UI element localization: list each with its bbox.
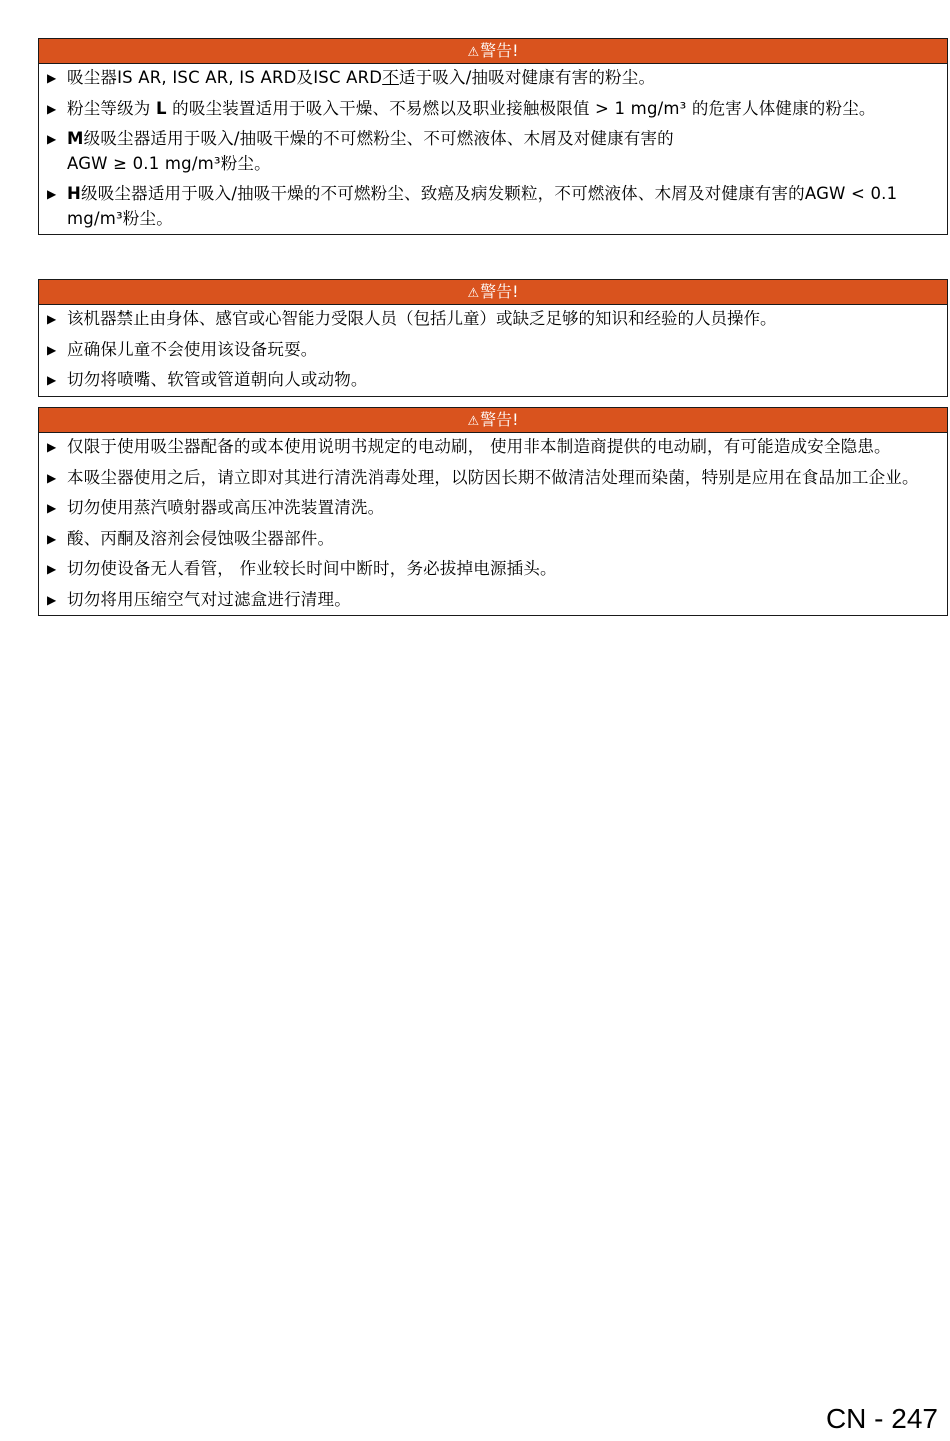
item-text: 吸尘器IS AR, ISC AR, IS ARD及ISC ARD (67, 68, 383, 87)
triangle-right-bullet-icon: ▶ (47, 373, 57, 387)
warning-header-label: 警告! (480, 41, 519, 60)
list-item (39, 368, 947, 393)
item-text: 级吸尘器适用于吸入/抽吸干燥的不可燃粉尘、致癌及病发颗粒，不可燃液体、木屑及对健康有害的AGW < 0.1 mg/m³粉尘。 (67, 184, 898, 228)
triangle-right-bullet-icon: ▶ (47, 562, 57, 576)
item-text: 仅限于使用吸尘器配备的或本使用说明书规定的电动刷， 使用非本制造商提供的电动刷，有可能造成安全隐患。 (67, 437, 891, 456)
item-text: 酸、丙酮及溶剂会侵蚀吸尘器部件。 (67, 528, 335, 548)
triangle-right-bullet-icon: ▶ (47, 531, 57, 546)
item-text: 本吸尘器使用之后，请立即对其进行清洗消毒处理，以防因长期不做清洁处理而染菌，特别是应用在食品加工企业。 (67, 467, 919, 487)
triangle-right-bullet-icon: ▶ (47, 501, 57, 515)
dust-class-label: H (67, 184, 82, 203)
warning-header (39, 39, 947, 64)
warning-box-1 (38, 38, 948, 235)
warning-header-label: 警告! (480, 410, 519, 429)
warning-triangle-icon: ⚠ (467, 286, 480, 301)
item-text: 适于吸入/抽吸对健康有害的粉尘。 (398, 68, 656, 87)
warning-header (39, 280, 947, 305)
item-text: 切勿使用蒸汽喷射器或高压冲洗装置清洗。 (67, 498, 385, 517)
list-item (39, 338, 947, 363)
list-item (39, 66, 947, 91)
dust-class-label: M (67, 129, 84, 148)
item-text: 该机器禁止由身体、感官或心智能力受限人员（包括儿童）或缺乏足够的知识和经验的人员操作。 (67, 309, 777, 328)
item-text: 切勿使设备无人看管， 作业较长时间中断时，务必拔掉电源插头。 (67, 559, 557, 578)
list-item (39, 557, 947, 582)
item-text: 应确保儿童不会使用该设备玩耍。 (67, 339, 318, 359)
item-text: 的吸尘装置适用于吸入干燥、不易燃以及职业接触极限值 > 1 mg/m³ 的危害人体健康的粉尘。 (166, 98, 876, 118)
warning-list (39, 64, 947, 234)
list-item (39, 466, 947, 491)
item-text: 切勿将用压缩空气对过滤盒进行清理。 (67, 589, 351, 609)
triangle-right-bullet-icon: ▶ (47, 71, 57, 85)
triangle-right-bullet-icon: ▶ (47, 440, 57, 454)
triangle-right-bullet-icon: ▶ (47, 312, 57, 326)
list-item (39, 588, 947, 613)
warning-box-3 (38, 407, 948, 616)
list-item (39, 182, 947, 231)
warning-header (39, 408, 947, 433)
warning-box-2 (38, 279, 948, 397)
warning-header-label: 警告! (480, 282, 519, 301)
list-item (39, 307, 947, 332)
triangle-right-bullet-icon: ▶ (47, 132, 57, 146)
warning-list (39, 305, 947, 396)
list-item (39, 435, 947, 460)
triangle-right-bullet-icon: ▶ (47, 342, 57, 357)
warning-triangle-icon: ⚠ (467, 45, 480, 60)
item-text: 粉尘等级为 (67, 98, 156, 118)
triangle-right-bullet-icon: ▶ (47, 101, 57, 116)
item-text: 级吸尘器适用于吸入/抽吸干燥的不可燃粉尘、不可燃液体、木屑及对健康有害的 (83, 129, 674, 148)
triangle-right-bullet-icon: ▶ (47, 592, 57, 607)
list-item (39, 97, 947, 122)
triangle-right-bullet-icon: ▶ (47, 187, 57, 201)
warning-triangle-icon: ⚠ (467, 414, 480, 429)
list-item (39, 527, 947, 552)
item-text: AGW ≥ 0.1 mg/m³粉尘。 (67, 153, 271, 173)
page-number: CN - 247 (825, 1403, 938, 1434)
triangle-right-bullet-icon: ▶ (47, 470, 57, 485)
dust-class-label: L (155, 98, 167, 118)
item-text-underlined: 不 (382, 68, 399, 87)
list-item (39, 496, 947, 521)
list-item (39, 127, 947, 176)
item-text: 切勿将喷嘴、软管或管道朝向人或动物。 (67, 370, 368, 389)
warning-list (39, 433, 947, 615)
